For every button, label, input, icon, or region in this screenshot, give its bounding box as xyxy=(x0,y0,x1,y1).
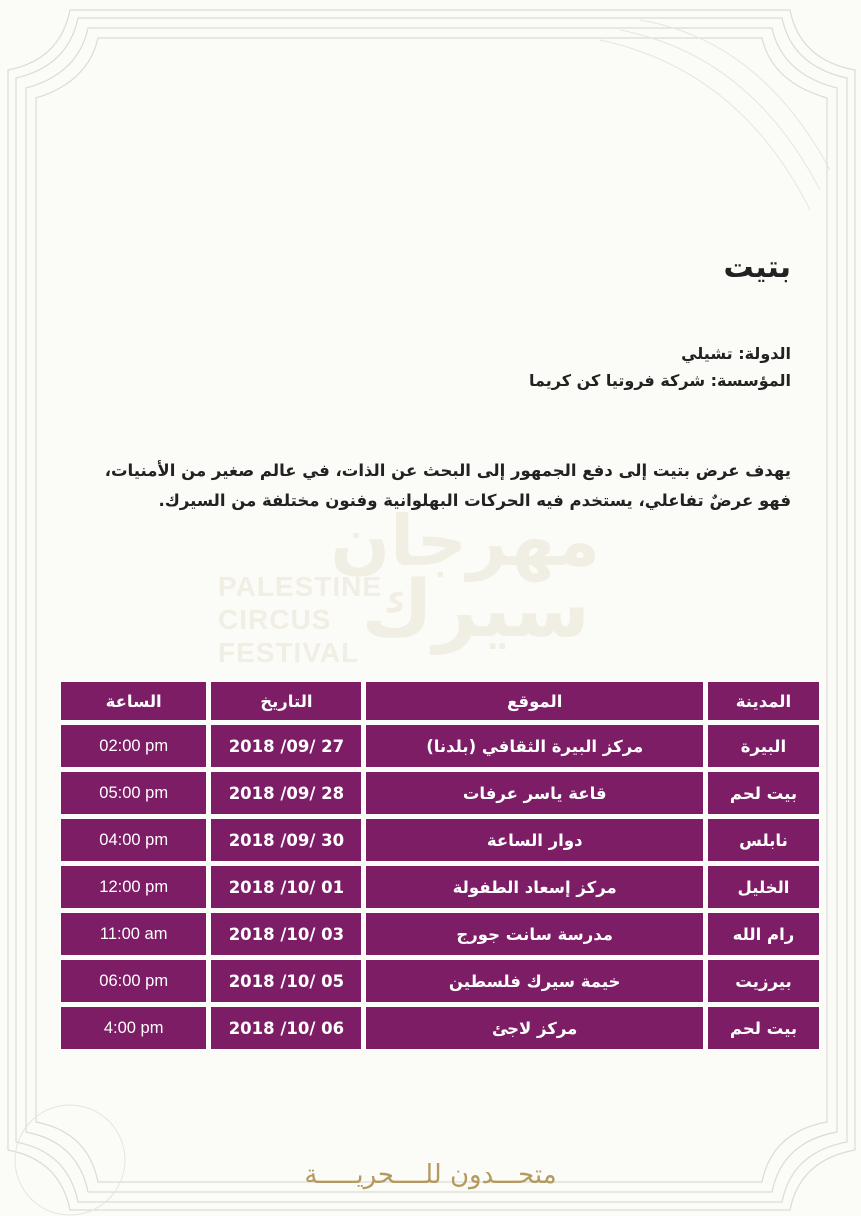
cell-time: 02:00 pm xyxy=(60,724,207,768)
cell-time: 4:00 pm xyxy=(60,1006,207,1050)
watermark-en-line3: FESTIVAL xyxy=(218,637,360,668)
cell-time: 05:00 pm xyxy=(60,771,207,815)
header-location: الموقع xyxy=(365,681,703,721)
cell-city: نابلس xyxy=(707,818,820,862)
table-row xyxy=(60,1006,820,1050)
cell-city: بيرزيت xyxy=(707,959,820,1003)
cell-time: 04:00 pm xyxy=(60,818,207,862)
cell-city: البيرة xyxy=(707,724,820,768)
description-line-2: فهو عرضٌ تفاعلي، يستخدم فيه الحركات البهلوانية وفنون مختلفة من السيرك. xyxy=(158,491,791,510)
cell-date: 2018 /09/ 30 xyxy=(210,818,362,862)
footer-slogan: متحـــدون للــــحريـــــة xyxy=(304,1160,557,1190)
cell-location: قاعة ياسر عرفات xyxy=(365,771,703,815)
show-meta xyxy=(529,340,791,394)
cell-city: رام الله xyxy=(707,912,820,956)
cell-date: 2018 /10/ 03 xyxy=(210,912,362,956)
country-label: الدولة: xyxy=(738,344,791,363)
header-time: الساعة xyxy=(60,681,207,721)
cell-time: 12:00 pm xyxy=(60,865,207,909)
header-city: المدينة xyxy=(707,681,820,721)
cell-time: 06:00 pm xyxy=(60,959,207,1003)
organization-value: شركة فروتيا كن كريما xyxy=(529,371,706,390)
cell-date: 2018 /10/ 05 xyxy=(210,959,362,1003)
watermark-arabic-bottom: سيرك xyxy=(361,565,590,655)
table-row xyxy=(60,818,820,862)
country-value: تشيلي xyxy=(681,344,733,363)
schedule-header-row xyxy=(60,681,820,721)
cell-location: خيمة سيرك فلسطين xyxy=(365,959,703,1003)
show-title: بتيت xyxy=(723,250,791,285)
watermark-en-line1: PALESTINE xyxy=(218,571,383,602)
header-date: التاريخ xyxy=(210,681,362,721)
organization-label: المؤسسة: xyxy=(710,371,791,390)
cell-date: 2018 /10/ 06 xyxy=(210,1006,362,1050)
cell-time: 11:00 am xyxy=(60,912,207,956)
cell-date: 2018 /10/ 01 xyxy=(210,865,362,909)
description-line-1: يهدف عرض بتيت إلى دفع الجمهور إلى البحث عن الذات، في عالم صغير من الأمنيات، xyxy=(104,461,791,480)
country-line xyxy=(529,340,791,367)
cell-location: مدرسة سانت جورج xyxy=(365,912,703,956)
cell-location: مركز لاجئ xyxy=(365,1006,703,1050)
cell-city: الخليل xyxy=(707,865,820,909)
cell-date: 2018 /09/ 28 xyxy=(210,771,362,815)
schedule-table xyxy=(57,678,823,1053)
watermark-arabic-top: مهرجان xyxy=(330,500,600,582)
table-row xyxy=(60,912,820,956)
table-row xyxy=(60,724,820,768)
cell-city: بيت لحم xyxy=(707,1006,820,1050)
table-row xyxy=(60,771,820,815)
cell-date: 2018 /09/ 27 xyxy=(210,724,362,768)
cell-city: بيت لحم xyxy=(707,771,820,815)
table-row xyxy=(60,959,820,1003)
watermark-en-line2: CIRCUS xyxy=(218,604,332,635)
table-row xyxy=(60,865,820,909)
cell-location: دوار الساعة xyxy=(365,818,703,862)
show-description xyxy=(31,456,791,516)
cell-location: مركز إسعاد الطفولة xyxy=(365,865,703,909)
organization-line xyxy=(529,367,791,394)
cell-location: مركز البيرة الثقافي (بلدنا) xyxy=(365,724,703,768)
